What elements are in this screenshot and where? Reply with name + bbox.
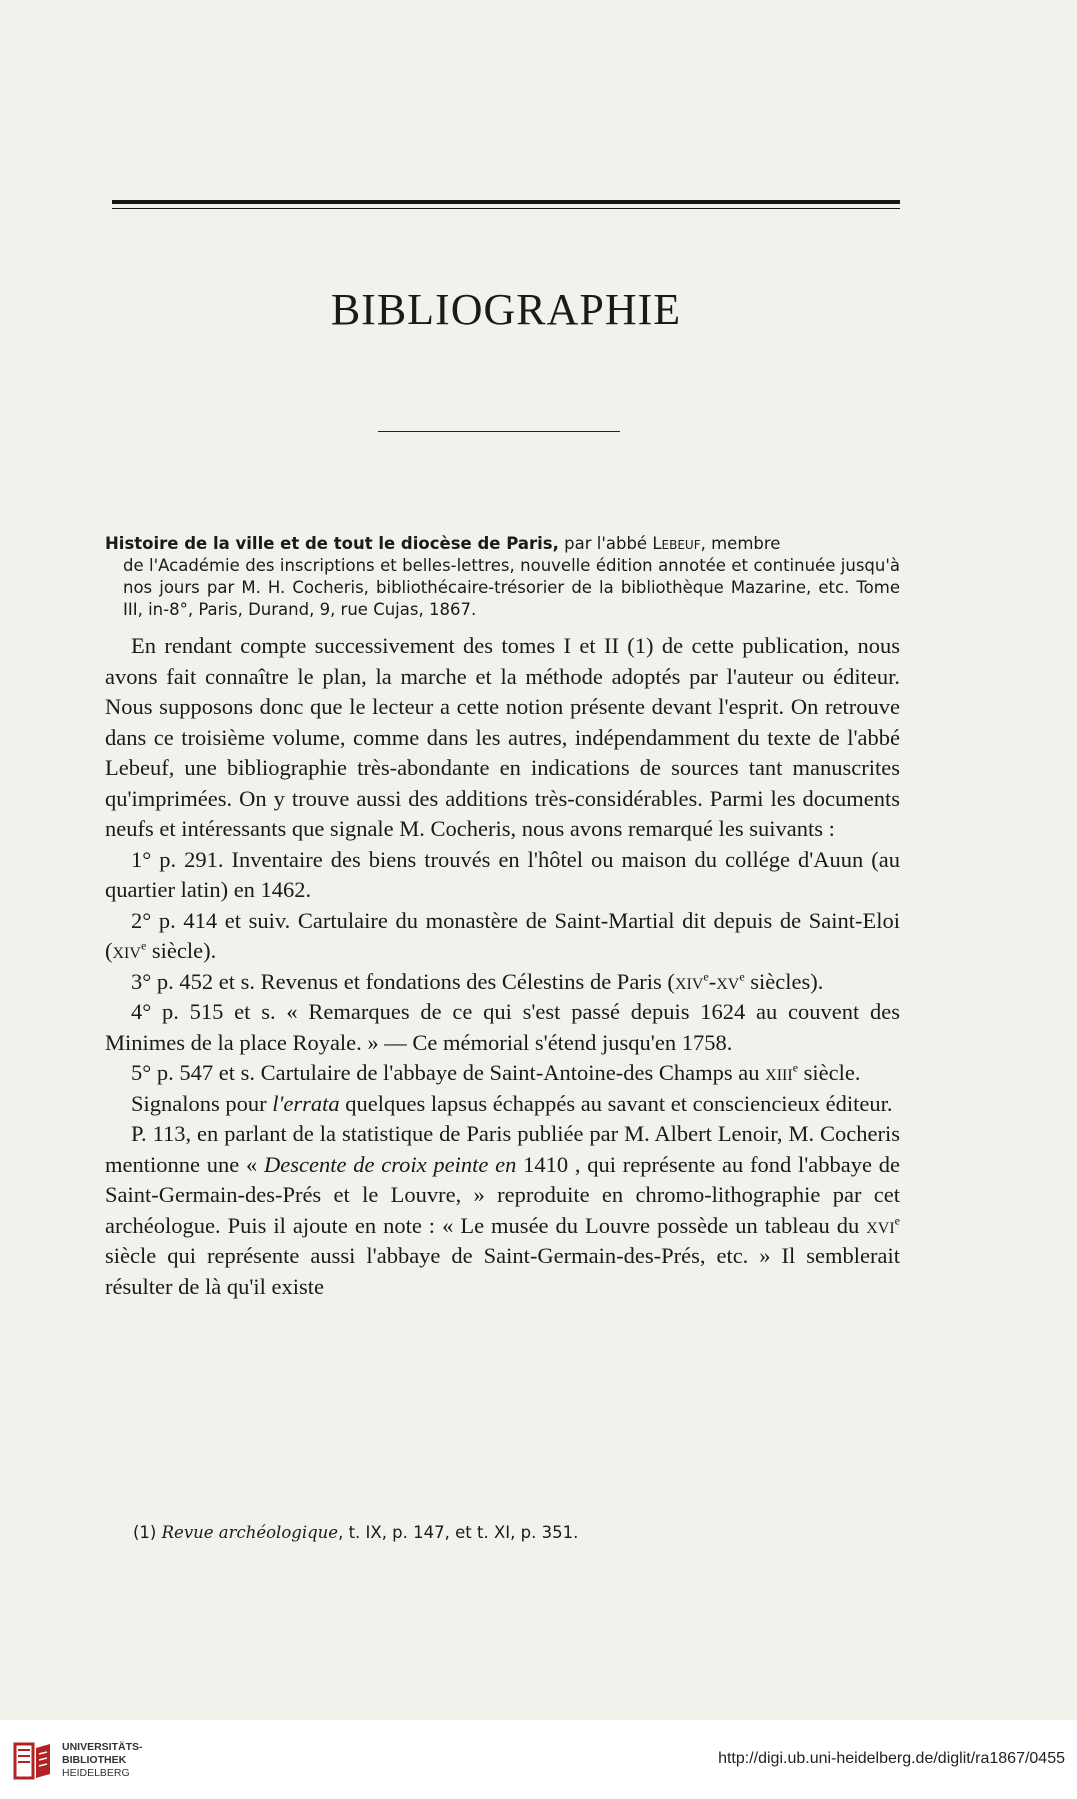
paragraph: 1° p. 291. Inventaire des biens trouvés en l'hôtel ou maison du collége d'Auun (au quartier latin) en 1462.	[105, 846, 900, 902]
paragraph: 3° p. 452 et s. Revenus et fondations des Célestins de Paris ($xiv^e-xv^e$ siècles).	[131, 968, 824, 994]
permalink-url[interactable]: http://digi.ub.uni-heidelberg.de/diglit/ra1867/0455	[718, 1750, 1065, 1767]
library-name: UNIVERSITÄTS- BIBLIOTHEK HEIDELBERG	[62, 1741, 143, 1779]
title-underline-rule	[378, 431, 620, 432]
footnote-journal: Revue archéologique	[161, 1523, 339, 1542]
book-citation	[105, 533, 900, 621]
footnote-number: (1)	[133, 1523, 162, 1542]
paragraph: En rendant compte successivement des tomes I et II (1) de cette publication, nous avons fait connaître le plan, la marche et la méthode adoptés par l'auteur ou éditeur. Nous supposons donc que le lecteur a cette notion présente devant l'esprit. On retrouve dans ce troisième volume, comme dans les autres, indépendamment du texte de l'abbé Lebeuf, une bibliographie très-abondante en indications de sources tant manuscrites qu'imprimées. On y trouve aussi des additions très-considérables. Parmi les documents neufs et intéressants que signale M. Cocheris, nous avons remarqué les suivants :	[105, 633, 900, 841]
paragraph: P. 113, en parlant de la statistique de Paris publiée par M. Albert Lenoir, M. Cocheris mentionne une « Descente de croix peinte en 1410 , qui représente au fond l'abbaye de Saint-Germain-des-Prés et le Louvre, » reproduite en chromo-lithographie par cet archéologue. Puis il ajoute en note : « Le musée du Louvre possède un tableau du xvi$^e$ siècle qui représente aussi l'abbaye de Saint-Germain-des-Prés, etc. » Il semblerait résulter de là qu'il existe	[105, 1121, 901, 1299]
heidelberg-library-logo-icon	[12, 1740, 54, 1782]
citation-by: par l'abbé	[558, 534, 653, 553]
citation-rest: , membre	[700, 534, 781, 553]
paragraph: 2° p. 414 et suiv. Cartulaire du monastère de Saint-Martial dit depuis de Saint-Eloi (xiv$^e$ siècle).	[105, 907, 900, 963]
article-body	[105, 631, 900, 1302]
citation-author: Lebeuf	[652, 534, 701, 553]
citation-details: de l'Académie des inscriptions et belles-lettres, nouvelle édition annotée et continuée jusqu'à nos jours par M. H. Cocheris, bibliothécaire-trésorier de la bibliothèque Mazarine, etc. Tome III, in-8°, Paris, Durand, 9, rue Cujas, 1867.	[123, 556, 900, 619]
citation-title: Histoire de la ville et de tout le diocèse de Paris,	[105, 534, 559, 553]
paragraph: Signalons pour l'errata quelques lapsus échappés au savant et consciencieux éditeur.	[131, 1090, 893, 1116]
footnote-rest: , t. IX, p. 147, et t. XI, p. 351.	[338, 1523, 579, 1542]
footnote	[133, 1522, 893, 1544]
header-double-rule	[112, 200, 900, 209]
footer-bar	[0, 1720, 1077, 1799]
page-title: BIBLIOGRAPHIE	[330, 285, 682, 334]
paragraph: 5° p. 547 et s. Cartulaire de l'abbaye de Saint-Antoine-des Champs au xiii$^e$ siècle.	[131, 1060, 861, 1085]
paragraph: 4° p. 515 et s. « Remarques de ce qui s'est passé depuis 1624 au couvent des Minimes de la place Royale. » — Ce mémorial s'étend jusqu'en 1758.	[105, 999, 900, 1055]
